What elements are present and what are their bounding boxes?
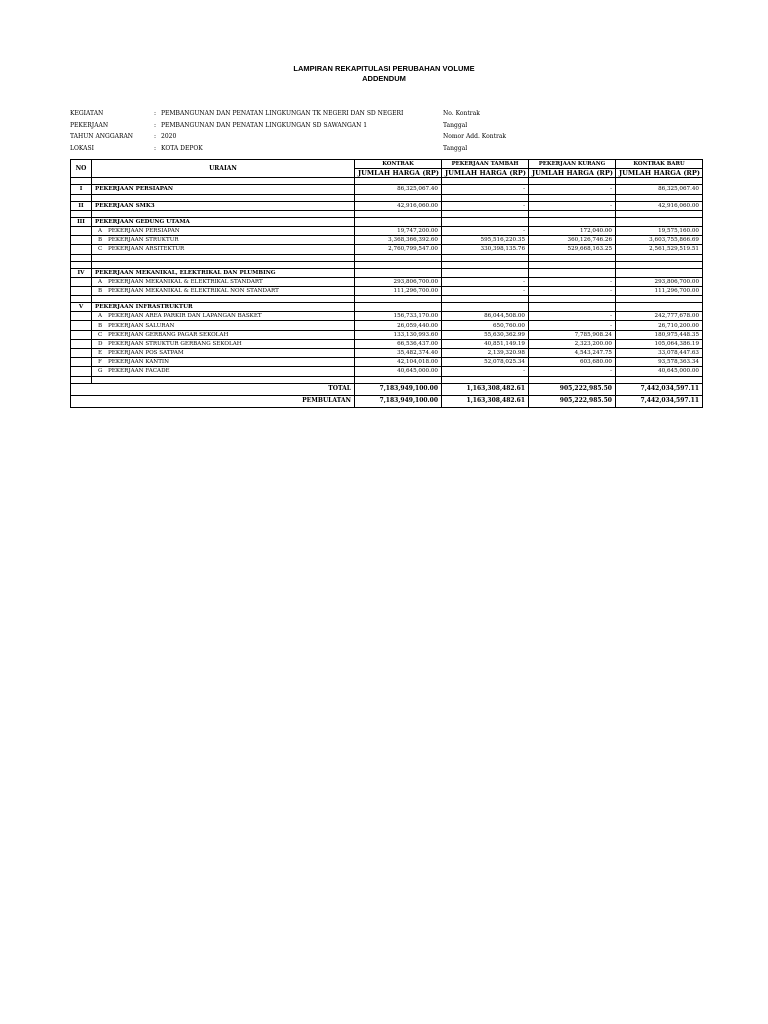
cell-pekerjaan-tambah: 595,516,220.35 <box>442 236 529 245</box>
cell-pekerjaan-tambah: - <box>442 226 529 235</box>
cell-kontrak: 35,482,374.40 <box>355 349 442 358</box>
section-row <box>71 303 703 312</box>
section-name: PEKERJAAN MEKANIKAL, ELEKTRIKAL DAN PLUMBING <box>92 268 355 277</box>
document-title <box>0 64 768 84</box>
section-name: PEKERJAAN PERSIAPAN <box>92 185 355 194</box>
info-right-label: Tanggal <box>443 144 468 152</box>
item-name: PEKERJAAN FACADE <box>108 368 170 375</box>
item-name: PEKERJAAN POS SATPAM <box>108 350 184 357</box>
item-letter: B <box>98 237 103 244</box>
cell-kontrak: 86,325,067.40 <box>355 185 442 194</box>
cell-pekerjaan-tambah: - <box>442 201 529 210</box>
info-label: LOKASI <box>70 144 94 152</box>
table-row <box>71 277 703 286</box>
cell-kontrak-baru: 93,578,363.34 <box>616 358 703 367</box>
cell-kontrak: 111,296,700.00 <box>355 286 442 295</box>
section-number: II <box>71 201 92 210</box>
table-row <box>71 312 703 321</box>
cell-kontrak-baru: 180,975,448.35 <box>616 330 703 339</box>
table-row <box>71 339 703 348</box>
cell-kontrak: 156,733,170.00 <box>355 312 442 321</box>
spacer-row <box>71 254 703 261</box>
cell-kontrak: 26,059,440.00 <box>355 321 442 330</box>
spacer-row <box>71 261 703 268</box>
table-row <box>71 226 703 235</box>
col-subheader-jumlah-harga: JUMLAH HARGA (RP) <box>442 169 529 178</box>
cell-pekerjaan-tambah: 55,630,362.99 <box>442 330 529 339</box>
cell-pekerjaan-tambah: 86,044,508.00 <box>442 312 529 321</box>
cell-pekerjaan-tambah: - <box>442 286 529 295</box>
info-label: PEKERJAAN <box>70 121 109 129</box>
spacer-row <box>71 194 703 201</box>
section-row <box>71 201 703 210</box>
col-header-no: NO <box>71 160 92 178</box>
cell-kontrak-baru: 86,325,067.40 <box>616 185 703 194</box>
item-name: PEKERJAAN KANTIN <box>108 359 170 366</box>
pembulatan-row <box>71 395 703 407</box>
info-separator: : <box>154 133 157 140</box>
section-row <box>71 217 703 226</box>
cell-pekerjaan-kurang: 603,680.00 <box>529 358 616 367</box>
item-name: PEKERJAAN GERBANG PAGAR SEKOLAH <box>108 331 229 338</box>
cell-kontrak-baru: 26,710,200.00 <box>616 321 703 330</box>
col-header-kontrak: KONTRAK <box>355 160 442 169</box>
cell-pekerjaan-kurang: 360,126,746.26 <box>529 236 616 245</box>
spacer-row <box>71 178 703 185</box>
cell-kontrak-baru: 242,777,678.00 <box>616 312 703 321</box>
cell-kontrak: 3,368,366,392.60 <box>355 236 442 245</box>
table-header-row <box>71 160 703 169</box>
section-row <box>71 268 703 277</box>
col-header-pekerjaan-tambah: PEKERJAAN TAMBAH <box>442 160 529 169</box>
item-name: PEKERJAAN PERSIAPAN <box>108 228 180 235</box>
cell-kontrak: 293,806,700.00 <box>355 277 442 286</box>
cell-kontrak-baru: 3,603,755,866.69 <box>616 236 703 245</box>
pembulatan-kontrak-baru: 7,442,034,597.11 <box>616 395 703 407</box>
item-name: PEKERJAAN MEKANIKAL & ELEKTRIKAL STANDART <box>108 278 263 285</box>
section-name: PEKERJAAN INFRASTRUKTUR <box>92 303 355 312</box>
cell-pekerjaan-kurang: - <box>529 277 616 286</box>
table-row <box>71 245 703 254</box>
section-number: V <box>71 303 92 312</box>
cell-pekerjaan-kurang: 529,668,163.25 <box>529 245 616 254</box>
cell-kontrak-baru: 33,078,447.63 <box>616 349 703 358</box>
pembulatan-kontrak: 7,183,949,100.00 <box>355 395 442 407</box>
pembulatan-pekerjaan-kurang: 905,222,985.50 <box>529 395 616 407</box>
info-value: PEMBANGUNAN DAN PENATAN LINGKUNGAN TK NEGERI DAN SD NEGERI <box>161 110 404 117</box>
cell-pekerjaan-tambah: 2,139,320.98 <box>442 349 529 358</box>
cell-kontrak-baru: 42,916,060.00 <box>616 201 703 210</box>
cell-pekerjaan-tambah: - <box>442 277 529 286</box>
item-letter: B <box>98 322 103 329</box>
item-name: PEKERJAAN ARSITEKTUR <box>108 246 185 253</box>
cell-pekerjaan-tambah: 40,851,149.19 <box>442 339 529 348</box>
total-label: TOTAL <box>71 383 355 395</box>
recap-table <box>70 159 703 408</box>
total-pekerjaan-tambah: 1,163,308,482.61 <box>442 383 529 395</box>
table-row <box>71 330 703 339</box>
item-name: PEKERJAAN STRUKTUR <box>108 237 179 244</box>
info-separator: : <box>154 121 157 129</box>
cell-pekerjaan-kurang: - <box>529 201 616 210</box>
section-row <box>71 185 703 194</box>
cell-kontrak-baru: 2,561,529,519.51 <box>616 245 703 254</box>
item-letter: B <box>98 287 103 294</box>
item-name: PEKERJAAN SALURAN <box>108 322 175 329</box>
cell-kontrak-baru: 40,645,000.00 <box>616 367 703 376</box>
item-letter: C <box>98 246 103 253</box>
cell-pekerjaan-kurang: 2,323,200.00 <box>529 339 616 348</box>
col-subheader-jumlah-harga: JUMLAH HARGA (RP) <box>616 169 703 178</box>
col-subheader-jumlah-harga: JUMLAH HARGA (RP) <box>529 169 616 178</box>
item-letter: E <box>98 350 103 357</box>
spacer-row <box>71 376 703 383</box>
info-label: KEGIATAN <box>70 110 104 117</box>
cell-pekerjaan-kurang: - <box>529 185 616 194</box>
cell-kontrak: 42,916,060.00 <box>355 201 442 210</box>
table-row <box>71 358 703 367</box>
title-line-2: ADDENDUM <box>362 74 406 83</box>
col-header-pekerjaan-kurang: PEKERJAAN KURANG <box>529 160 616 169</box>
cell-kontrak: 2,760,799,547.00 <box>355 245 442 254</box>
item-name: PEKERJAAN STRUKTUR GERBANG SEKOLAH <box>108 340 242 347</box>
info-right-label: Nomor Add. Kontrak <box>443 133 507 140</box>
info-value: PEMBANGUNAN DAN PENATAN LINGKUNGAN SD SAWANGAN 1 <box>161 121 368 129</box>
spacer-row <box>71 296 703 303</box>
item-name: PEKERJAAN AREA PARKIR DAN LAPANGAN BASKET <box>108 313 262 320</box>
cell-kontrak: 42,104,018.00 <box>355 358 442 367</box>
table-row <box>71 236 703 245</box>
item-letter: A <box>98 313 103 320</box>
info-right-label: Tanggal <box>443 121 468 129</box>
item-letter: G <box>98 368 103 375</box>
cell-pekerjaan-tambah: - <box>442 367 529 376</box>
pembulatan-label: PEMBULATAN <box>71 395 355 407</box>
cell-pekerjaan-kurang: 4,543,247.75 <box>529 349 616 358</box>
cell-pekerjaan-kurang: - <box>529 312 616 321</box>
cell-kontrak: 19,747,200.00 <box>355 226 442 235</box>
pembulatan-pekerjaan-tambah: 1,163,308,482.61 <box>442 395 529 407</box>
cell-pekerjaan-tambah: 650,760.00 <box>442 321 529 330</box>
section-number: IV <box>71 268 92 277</box>
cell-pekerjaan-tambah: 52,078,025.34 <box>442 358 529 367</box>
section-number: III <box>71 217 92 226</box>
cell-pekerjaan-kurang: - <box>529 367 616 376</box>
cell-kontrak: 66,536,437.00 <box>355 339 442 348</box>
total-kontrak: 7,183,949,100.00 <box>355 383 442 395</box>
info-separator: : <box>154 110 157 117</box>
cell-pekerjaan-tambah: 330,398,135.76 <box>442 245 529 254</box>
item-letter: A <box>98 278 103 285</box>
section-name: PEKERJAAN GEDUNG UTAMA <box>92 217 355 226</box>
total-pekerjaan-kurang: 905,222,985.50 <box>529 383 616 395</box>
cell-kontrak-baru: 105,064,386.19 <box>616 339 703 348</box>
table-row <box>71 367 703 376</box>
col-subheader-jumlah-harga: JUMLAH HARGA (RP) <box>355 169 442 178</box>
cell-pekerjaan-tambah: - <box>442 185 529 194</box>
item-name: PEKERJAAN MEKANIKAL & ELEKTRIKAL NON STANDART <box>108 287 279 294</box>
cell-kontrak-baru: 293,806,700.00 <box>616 277 703 286</box>
cell-kontrak: 40,645,000.00 <box>355 367 442 376</box>
col-header-kontrak-baru: KONTRAK BARU <box>616 160 703 169</box>
cell-pekerjaan-kurang: 172,040.00 <box>529 226 616 235</box>
info-value: KOTA DEPOK <box>161 144 203 152</box>
item-letter: C <box>98 331 103 338</box>
cell-pekerjaan-kurang: - <box>529 321 616 330</box>
item-letter: F <box>98 359 102 366</box>
cell-pekerjaan-kurang: - <box>529 286 616 295</box>
spacer-row <box>71 210 703 217</box>
info-separator: : <box>154 144 157 152</box>
item-letter: A <box>98 228 103 235</box>
info-value: 2020 <box>161 133 177 140</box>
info-label: TAHUN ANGGARAN <box>70 133 134 140</box>
table-row <box>71 286 703 295</box>
item-letter: D <box>98 340 103 347</box>
table-row <box>71 349 703 358</box>
info-right-label: No. Kontrak <box>443 110 480 117</box>
table-row <box>71 321 703 330</box>
section-number: I <box>71 185 92 194</box>
col-header-uraian: URAIAN <box>92 160 355 178</box>
cell-kontrak-baru: 111,296,700.00 <box>616 286 703 295</box>
cell-kontrak-baru: 19,575,160.00 <box>616 226 703 235</box>
total-kontrak-baru: 7,442,034,597.11 <box>616 383 703 395</box>
title-line-1: LAMPIRAN REKAPITULASI PERUBAHAN VOLUME <box>293 64 475 73</box>
total-row <box>71 383 703 395</box>
cell-pekerjaan-kurang: 7,785,908.24 <box>529 330 616 339</box>
cell-kontrak: 133,130,993.60 <box>355 330 442 339</box>
section-name: PEKERJAAN SMK3 <box>92 201 355 210</box>
